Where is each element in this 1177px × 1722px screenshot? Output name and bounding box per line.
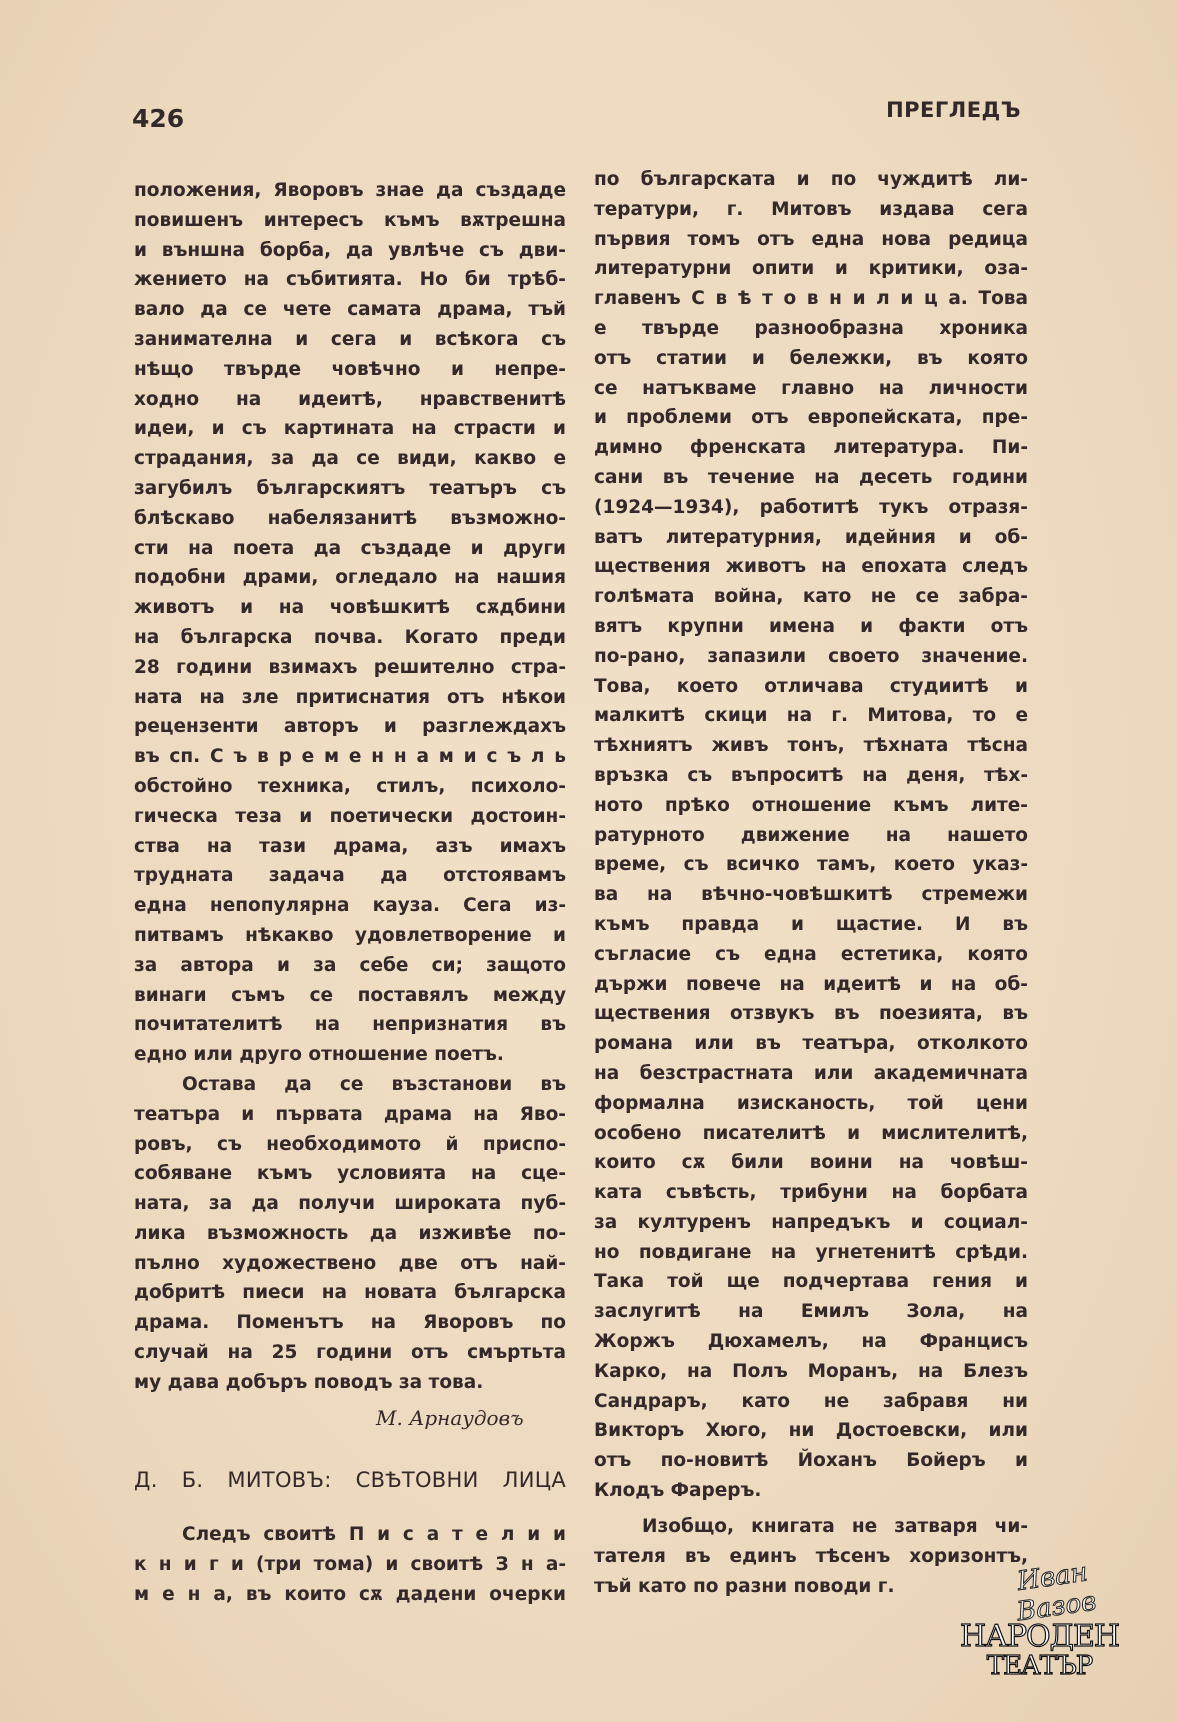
text-line: отъ статии и бележки, въ която xyxy=(594,347,1028,369)
text-line: гическа теза и поетически достоин- xyxy=(134,805,566,827)
text-line: ното прѣко отношение къмъ лите- xyxy=(594,794,1028,816)
right-column xyxy=(594,165,1028,1506)
text-line: ществения животъ на епохата следъ xyxy=(594,556,1028,578)
text-line: за културенъ напредъкъ и социал- xyxy=(594,1211,1028,1233)
text-line: връзка съ въпроситѣ на деня, тѣх- xyxy=(594,764,1028,786)
text-line: подобни драми, огледало на нашия xyxy=(134,567,566,589)
text-line: малкитѣ скици на г. Митова, то е xyxy=(594,705,1028,727)
text-line: ходно на идеитѣ, нравственитѣ xyxy=(134,388,566,410)
text-line: (1924—1934), работитѣ тукъ отразя- xyxy=(594,496,1028,518)
text-line: формална изисканость, той цени xyxy=(594,1092,1028,1114)
text-line: е твърде разнообразна хроника xyxy=(594,317,1028,339)
text-line: ката съвѣсть, трибуни на борбата xyxy=(594,1182,1028,1204)
text-line: ществения отзвукъ въ поезията, въ xyxy=(594,1003,1028,1025)
text-line: загубилъ българскиятъ театъръ съ xyxy=(134,477,566,499)
text-line: идеи, и съ картината на страсти и xyxy=(134,418,566,440)
text-line: Остава да се възстанови въ xyxy=(182,1073,566,1095)
text-line: питвамъ нѣкакво удовлетворение и xyxy=(134,924,566,946)
left-column xyxy=(134,176,566,1398)
text-line: Сандраръ, като не забравя ни xyxy=(594,1390,1028,1412)
logo-script: Иван Вазов xyxy=(1015,1557,1099,1628)
text-line: време, съ всичко тамъ, което указ- xyxy=(594,854,1028,876)
text-line: добритѣ пиеси на новата българска xyxy=(134,1282,566,1304)
text-line: жението на събитията. Но би трѣб- xyxy=(134,269,566,291)
text-line: ва на вѣчно-човѣшкитѣ стремежи xyxy=(594,884,1028,906)
text-line: к н и г и (три тома) и своитѣ З н а- xyxy=(134,1553,566,1575)
text-line: ната на зле притиснатия отъ нѣкои xyxy=(134,686,566,708)
text-line: трудната задача да отстоявамъ xyxy=(134,865,566,887)
text-line: първия томъ отъ една нова редица xyxy=(594,228,1028,250)
text-line: Следъ своитѣ П и с а т е л и и xyxy=(182,1524,566,1545)
text-line: тъй като по разни поводи г. xyxy=(594,1575,895,1597)
text-line: литературни опити и критики, оза- xyxy=(594,258,1028,280)
text-line: тателя въ единъ тѣсенъ хоризонтъ, xyxy=(594,1545,1028,1567)
text-line: отъ по-новитѣ Йоханъ Бойеръ и xyxy=(594,1450,1028,1472)
text-line: драма. Поменътъ на Яворовъ по xyxy=(134,1312,566,1334)
text-line: вало да се чете самата драма, тъй xyxy=(134,299,566,321)
text-line: сани въ течение на десеть години xyxy=(594,466,1028,488)
text-line: ватъ литературния, идейния и об- xyxy=(594,526,1028,548)
text-line: Това, което отличава студиитѣ и xyxy=(594,675,1028,697)
text-line: нѣщо твърде човѣчно и непре- xyxy=(134,358,566,380)
text-line: Клодъ Фареръ. xyxy=(594,1480,762,1502)
text-line: димно френската литература. Пи- xyxy=(594,437,1028,459)
text-line: на безстрастната или академичната xyxy=(594,1062,1028,1084)
text-line: една непопулярна кауза. Сега из- xyxy=(134,895,566,917)
author-signature: М. Арнаудовъ xyxy=(376,1406,524,1430)
national-theatre-watermark-logo xyxy=(952,1557,1127,1681)
text-line: главенъ С в ѣ т о в н и л и ц а. Това xyxy=(594,288,1028,310)
page-number: 426 xyxy=(132,104,185,133)
text-line: блѣскаво набелязанитѣ възможно- xyxy=(134,507,566,529)
text-line: които сѫ били воини на човѣш- xyxy=(594,1152,1028,1174)
text-line: повишенъ интересъ къмъ вѫтрешна xyxy=(134,209,566,231)
running-title: ПРЕГЛЕДЪ xyxy=(886,98,1021,122)
text-line: вятъ крупни имена и факти отъ xyxy=(594,615,1028,637)
text-line: едно или друго отношение поетъ. xyxy=(134,1044,504,1066)
text-line: тѣхниятъ живъ тонъ, тѣхната тѣсна xyxy=(594,735,1028,757)
text-line: театъра и първата драма на Яво- xyxy=(134,1103,566,1125)
text-line: сти на поета да създаде и други xyxy=(134,537,566,559)
text-line: собяване къмъ условията на сце- xyxy=(134,1163,566,1185)
text-line: случай на 25 години отъ смъртьта xyxy=(134,1342,566,1364)
text-line: ратурното движение на нашето xyxy=(594,824,1028,846)
text-line: 28 години взимахъ решително стра- xyxy=(134,656,566,678)
text-line: Жоржъ Дюхамелъ, на Францисъ xyxy=(594,1331,1028,1353)
text-line: и проблеми отъ европейската, пре- xyxy=(594,407,1028,429)
logo-line2: ТЕАТЪР xyxy=(986,1651,1093,1681)
text-line: съгласие съ една естетика, която xyxy=(594,943,1028,965)
text-line: на българска почва. Когато преди xyxy=(134,626,566,648)
text-line: ства на тази драма, азъ имахъ xyxy=(134,835,566,857)
text-line: рецензенти авторъ и разглеждахъ xyxy=(134,716,566,738)
text-line: особено писателитѣ и мислителитѣ, xyxy=(594,1122,1028,1144)
text-line: но повдигане на угнетенитѣ срѣди. xyxy=(594,1241,1028,1263)
text-line: винаги съмъ се поставялъ между xyxy=(134,984,566,1006)
text-line: голѣмата война, като не се забра- xyxy=(594,586,1028,608)
text-line: по българската и по чуждитѣ ли- xyxy=(594,169,1028,190)
text-line: занимателна и сега и всѣкога съ xyxy=(134,328,566,350)
text-line: пълно художествено две отъ най- xyxy=(134,1252,566,1274)
text-line: се натъкваме главно на личности xyxy=(594,377,1028,399)
text-line: лика възможность да изживѣе по- xyxy=(134,1222,566,1244)
text-line: въ сп. С ъ в р е м е н н а м и с ъ л ь xyxy=(134,746,566,768)
text-line: Така той ще подчертава гения и xyxy=(594,1271,1028,1293)
text-line: обстойно техника, стилъ, психоло- xyxy=(134,775,566,797)
text-line: животъ и на човѣшкитѣ сѫдбини xyxy=(134,597,566,619)
text-line: държи повече на идеитѣ и на об- xyxy=(594,973,1028,995)
text-line: и външна борба, да увлѣче съ дви- xyxy=(134,239,566,261)
text-line: почитателитѣ на непризнатия въ xyxy=(134,1014,566,1036)
text-line: Изобщо, книгата не затваря чи- xyxy=(642,1516,1028,1537)
text-line: Викторъ Хюго, ни Достоевски, или xyxy=(594,1420,1028,1442)
text-line: къмъ правда и щастие. И въ xyxy=(594,913,1028,935)
text-line: заслугитѣ на Емилъ Зола, на xyxy=(594,1301,1028,1323)
logo-line1: НАРОДЕН xyxy=(959,1619,1120,1654)
text-line: му дава добъръ поводъ за това. xyxy=(134,1371,484,1393)
text-line: тератури, г. Митовъ издава сега xyxy=(594,198,1028,220)
text-line: ната, за да получи широката пуб- xyxy=(134,1193,566,1215)
text-line: романа или въ театъра, отколкото xyxy=(594,1033,1028,1055)
text-line: ровъ, съ необходимото й приспо- xyxy=(134,1133,566,1155)
text-line: м е н а, въ които сѫ дадени очерки xyxy=(134,1583,566,1605)
text-line: страдания, за да се види, какво е xyxy=(134,448,566,470)
review-intro xyxy=(134,1520,566,1609)
text-line: по-рано, запазили своето значение. xyxy=(594,645,1028,667)
text-line: положения, Яворовъ знае да създаде xyxy=(134,180,566,201)
text-line: Карко, на Полъ Моранъ, на Блезъ xyxy=(594,1360,1028,1382)
review-heading: Д. Б. МИТОВЪ: СВѢТОВНИ ЛИЦА xyxy=(134,1468,566,1492)
text-line: за автора и за себе си; защото xyxy=(134,954,566,976)
